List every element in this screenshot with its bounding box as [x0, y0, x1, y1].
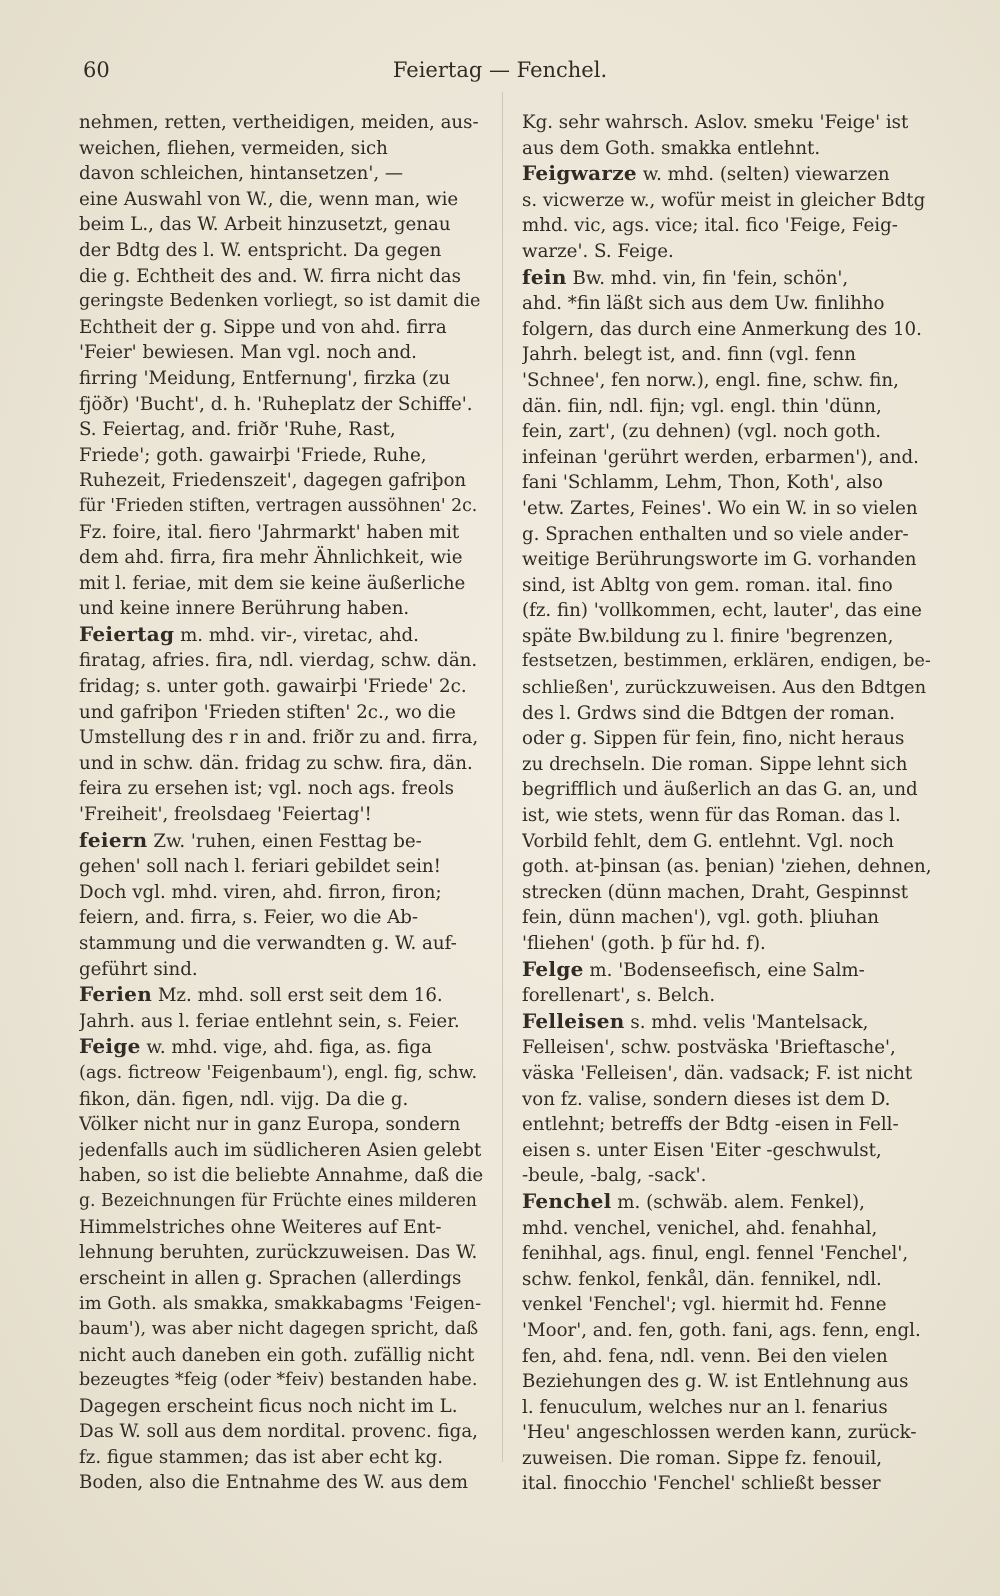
text-line [522, 368, 932, 394]
text-line [522, 496, 932, 522]
line-text: dän. fiin, ndl. fijn; vgl. engl. thin 'dünn, [522, 395, 882, 417]
text-line [522, 1420, 932, 1446]
entry-line [522, 1009, 932, 1036]
line-text: venkel 'Fenchel'; vgl. hiermit hd. Fenne [522, 1294, 887, 1316]
text-line [79, 880, 483, 906]
text-line [522, 136, 932, 162]
line-text: entlehnt; betreffs der Bdtg -eisen in Fell- [522, 1114, 899, 1136]
line-text: nehmen, retten, vertheidigen, meiden, aus- [79, 112, 479, 133]
line-text: s. mhd. velis 'Mantelsack, [624, 1011, 869, 1033]
text-line [79, 1445, 483, 1471]
text-line [79, 187, 483, 213]
line-text: Jahrh. aus l. feriae entlehnt sein, s. Feier. [79, 1010, 460, 1032]
text-line [522, 1369, 932, 1395]
line-text: von fz. valise, sondern dieses ist dem D. [522, 1088, 891, 1110]
text-line [522, 726, 932, 752]
line-text: aus dem Goth. smakka entlehnt. [522, 137, 821, 159]
line-text: und gafriþon 'Frieden stiften' 2c., wo die [79, 701, 456, 723]
line-text: Bw. mhd. vin, fin 'fein, schön', [566, 267, 849, 289]
line-text: fjöðr) 'Bucht', d. h. 'Ruheplatz der Schiffe'. [79, 393, 473, 415]
line-text: (ags. fictreow 'Feigenbaum'), engl. fig, schw. [79, 1062, 478, 1083]
line-text: fz. figue stammen; das ist aber echt kg. [79, 1446, 444, 1468]
text-line [79, 905, 483, 931]
line-text: beim L., das W. Arbeit hinzusetzt, genau [79, 214, 451, 236]
text-line [522, 624, 932, 650]
line-text: für 'Frieden stiften, vertragen aussöhnen' 2c. [79, 495, 478, 516]
text-line [79, 1087, 483, 1113]
line-text: der Bdtg des l. W. entspricht. Da gegen [79, 239, 442, 261]
line-text: fein, dünn machen'), vgl. goth. þliuhan [522, 907, 880, 929]
text-line [79, 315, 483, 341]
line-text: 'Freiheit', freolsdaeg 'Feiertag'! [79, 804, 372, 826]
entry-line [522, 1189, 932, 1216]
line-text: und in schw. dän. fridag zu schw. fira, dän. [79, 752, 473, 774]
line-text: fani 'Schlamm, Lehm, Thon, Koth', also [522, 472, 883, 494]
line-text: zuweisen. Die roman. Sippe fz. fenouil, [522, 1447, 883, 1469]
line-text: Kg. sehr wahrsch. Aslov. smeku 'Feige' ist [522, 112, 909, 133]
text-line [79, 161, 483, 187]
line-text: mhd. venchel, venichel, ahd. fenahhal, [522, 1217, 878, 1239]
page-number: 60 [83, 58, 110, 82]
line-text: stammung und die verwandten g. W. auf- [79, 933, 457, 954]
text-line [522, 110, 932, 136]
text-line [522, 1138, 932, 1164]
text-line [79, 700, 483, 726]
text-line [522, 547, 932, 573]
headword: Ferien [79, 982, 153, 1007]
text-line [79, 340, 483, 366]
text-line [79, 443, 483, 469]
line-text: (fz. fin) 'vollkommen, echt, lauter', das eine [522, 600, 922, 622]
headword: Fenchel [522, 1188, 612, 1213]
line-text: goth. at-þinsan (as. þenian) 'ziehen, dehnen, [522, 856, 932, 878]
line-text: nicht auch daneben ein goth. zufällig nicht [79, 1344, 475, 1366]
line-text: w. mhd. vige, ahd. figa, as. figa [140, 1037, 432, 1059]
line-text: Friede'; goth. gawairþi 'Friede, Ruhe, [79, 444, 427, 466]
text-line [522, 598, 932, 624]
text-line [79, 1138, 483, 1164]
line-text: firring 'Meidung, Entfernung', firzka (zu [79, 367, 451, 389]
line-text: -beule, -balg, -sack'. [522, 1165, 707, 1187]
line-text: gehen' soll nach l. feriari gebildet sein! [79, 856, 441, 878]
text-line [79, 802, 483, 828]
line-text: infeinan 'gerührt werden, erbarmen'), and. [522, 446, 919, 468]
line-text: m. (schwäb. alem. Fenkel), [611, 1191, 865, 1213]
entry-line [79, 1034, 483, 1061]
text-line [79, 1215, 483, 1241]
text-line [522, 701, 932, 727]
line-text: die g. Echtheit des and. W. firra nicht das [79, 265, 461, 287]
line-text: Beziehungen des g. W. ist Entlehnung aus [522, 1371, 909, 1393]
line-text: späte Bw.bildung zu l. finire 'begrenzen, [522, 625, 894, 647]
text-line [79, 392, 483, 418]
text-line [522, 649, 932, 675]
entry-line [522, 265, 932, 292]
text-line [522, 803, 932, 829]
text-line [522, 445, 932, 471]
left-column [79, 110, 483, 1496]
line-text: sind, ist Abltg von gem. roman. ital. fino [522, 574, 893, 596]
entry-line [522, 161, 932, 188]
entry-line [522, 957, 932, 984]
line-text: eisen s. unter Eisen 'Eiter -geschwulst, [522, 1139, 882, 1161]
text-line [79, 1240, 483, 1266]
line-text: 'Schnee', fen norw.), engl. fine, schw. fin, [522, 369, 899, 391]
line-text: väska 'Felleisen', dän. vadsack; F. ist nicht [522, 1062, 913, 1084]
line-text: fein, zart', (zu dehnen) (vgl. noch goth. [522, 421, 882, 443]
line-text: des l. Grdws sind die Bdtgen der roman. [522, 702, 896, 724]
text-line [522, 291, 932, 317]
text-line [79, 1317, 483, 1343]
line-text: 'etw. Zartes, Feines'. Wo ein W. in so vielen [522, 497, 918, 519]
headword: Feigwarze [522, 161, 637, 186]
line-text: festsetzen, bestimmen, erklären, endigen, be- [522, 651, 931, 672]
line-text: baum'), was aber nicht dagegen spricht, daß [79, 1318, 479, 1339]
text-line [79, 545, 483, 571]
text-line [522, 1395, 932, 1421]
entry-line [79, 622, 483, 649]
text-line [522, 752, 932, 778]
text-line [522, 931, 932, 957]
line-text: schw. fenkol, fenkål, dän. fennikel, ndl. [522, 1268, 882, 1290]
text-line [79, 110, 483, 136]
line-text: 'Feier' bewiesen. Man vgl. noch and. [79, 342, 417, 364]
line-text: firatag, afries. fira, ndl. vierdag, schw. dän. [79, 650, 478, 672]
text-line [79, 494, 483, 520]
text-line [79, 264, 483, 290]
text-line [79, 1189, 483, 1215]
line-text: bezeugtes *feig (oder *feiv) bestanden habe. [79, 1370, 478, 1391]
line-text: mhd. vic, ags. vice; ital. fico 'Feige, Feig- [522, 215, 898, 237]
line-text: Echtheit der g. Sippe und von ahd. firra [79, 316, 447, 338]
line-text: weichen, fliehen, vermeiden, sich [79, 137, 388, 159]
right-column [522, 110, 932, 1497]
line-text: 'Moor', and. fen, goth. fani, ags. fenn, engl. [522, 1319, 921, 1341]
line-text: Vorbild fehlt, dem G. entlehnt. Vgl. noch [522, 830, 894, 852]
text-line [522, 394, 932, 420]
text-line [522, 854, 932, 880]
text-line [79, 674, 483, 700]
line-text: Himmelstriches ohne Weiteres auf Ent- [79, 1216, 442, 1238]
text-line [79, 1419, 483, 1445]
text-line [79, 136, 483, 162]
headword: Felleisen [522, 1008, 625, 1033]
line-text: geringste Bedenken vorliegt, so ist damit die [79, 291, 481, 312]
text-line [79, 1061, 483, 1087]
text-line [79, 1470, 483, 1496]
line-text: schließen', zurückzuweisen. Aus den Bdtgen [522, 677, 927, 699]
line-text: jedenfalls auch im südlicheren Asien gelebt [79, 1139, 482, 1161]
text-line [79, 648, 483, 674]
text-line [522, 1035, 932, 1061]
entry-line [79, 828, 483, 855]
text-line [522, 239, 932, 265]
line-text: 'Heu' angeschlossen werden kann, zurück- [522, 1422, 917, 1444]
line-text: lehnung beruhten, zurückzuweisen. Das W. [79, 1242, 478, 1264]
text-line [522, 1344, 932, 1370]
text-line [79, 1343, 483, 1369]
line-text: Mz. mhd. soll erst seit dem 16. [152, 985, 443, 1007]
line-text: warze'. S. Feige. [522, 240, 674, 262]
line-text: fikon, dän. figen, ndl. vijg. Da die g. [79, 1088, 409, 1110]
line-text: weitige Berührungsworte im G. vorhanden [522, 549, 917, 571]
line-text: ahd. *fin läßt sich aus dem Uw. finlihho [522, 293, 885, 315]
text-line [522, 213, 932, 239]
text-line [522, 777, 932, 803]
headword: Felge [522, 956, 584, 981]
headword: fein [522, 264, 567, 289]
text-line [79, 212, 483, 238]
line-text: Fz. foire, ital. fiero 'Jahrmarkt' haben mit [79, 521, 460, 543]
text-line [522, 829, 932, 855]
line-text: eine Auswahl von W., die, wenn man, wie [79, 188, 459, 210]
text-line [79, 957, 483, 983]
entry-line [79, 982, 483, 1009]
line-text: feira zu ersehen ist; vgl. noch ags. freols [79, 778, 454, 800]
text-line [79, 1368, 483, 1394]
running-head: Feiertag — Fenchel. [392, 58, 608, 82]
text-line [79, 776, 483, 802]
line-text: g. Bezeichnungen für Früchte eines milderen [79, 1190, 477, 1211]
text-line [79, 289, 483, 315]
line-text: geführt sind. [79, 958, 198, 980]
line-text: begrifflich und äußerlich an das G. an, und [522, 779, 918, 801]
text-line [79, 1009, 483, 1035]
text-line [79, 1266, 483, 1292]
line-text: Umstellung des r in and. friðr zu and. firra, [79, 727, 479, 749]
text-line [522, 1241, 932, 1267]
line-text: s. vicwerze w., wofür meist in gleicher Bdtg [522, 189, 926, 211]
headword: feiern [79, 827, 148, 852]
text-line [522, 905, 932, 931]
text-line [522, 880, 932, 906]
column-divider [502, 92, 503, 1462]
text-line [522, 342, 932, 368]
line-text: Jahrh. belegt ist, and. finn (vgl. fenn [522, 344, 856, 366]
line-text: haben, so ist die beliebte Annahme, daß die [79, 1165, 483, 1187]
line-text: folgern, das durch eine Anmerkung des 10. [522, 318, 922, 340]
text-line [522, 573, 932, 599]
line-text: m. mhd. vir-, viretac, ahd. [174, 624, 419, 646]
text-line [522, 983, 932, 1009]
line-text: strecken (dünn machen, Draht, Gespinnst [522, 881, 909, 903]
line-text: Das W. soll aus dem nordital. provenc. figa, [79, 1421, 478, 1443]
text-line [79, 725, 483, 751]
line-text: feiern, and. firra, s. Feier, wo die Ab- [79, 907, 419, 929]
text-line [79, 1394, 483, 1420]
headword: Feige [79, 1034, 141, 1059]
line-text: Zw. 'ruhen, einen Festtag be- [147, 830, 422, 852]
text-line [522, 522, 932, 548]
text-line [522, 1292, 932, 1318]
text-line [522, 675, 932, 701]
line-text: Dagegen erscheint ficus noch nicht im L. [79, 1395, 458, 1417]
line-text: fridag; s. unter goth. gawairþi 'Friede' 2c. [79, 676, 467, 698]
line-text: ital. finocchio 'Fenchel' schließt besser [522, 1473, 881, 1495]
text-line [522, 1267, 932, 1293]
text-line [522, 1216, 932, 1242]
line-text: g. Sprachen enthalten und so viele ander- [522, 523, 909, 545]
text-line [522, 1318, 932, 1344]
line-text: und keine innere Berührung haben. [79, 598, 410, 620]
text-line [79, 520, 483, 546]
text-line [522, 1112, 932, 1138]
line-text: Völker nicht nur in ganz Europa, sondern [79, 1114, 461, 1136]
headword: Feiertag [79, 621, 175, 646]
text-line [522, 188, 932, 214]
text-line [79, 854, 483, 880]
text-line [79, 1112, 483, 1138]
text-line [522, 1446, 932, 1472]
line-text: dem ahd. firra, fira mehr Ähnlichkeit, wie [79, 547, 463, 569]
line-text: forellenart', s. Belch. [522, 985, 716, 1007]
line-text: oder g. Sippen für fein, fino, nicht heraus [522, 728, 905, 750]
line-text: fen, ahd. fena, ndl. venn. Bei den vielen [522, 1345, 888, 1367]
text-line [79, 571, 483, 597]
text-line [79, 931, 483, 957]
text-line [522, 1087, 932, 1113]
line-text: davon schleichen, hintansetzen', — [79, 163, 404, 185]
line-text: zu drechseln. Die roman. Sippe lehnt sich [522, 753, 908, 775]
line-text: w. mhd. (selten) viewarzen [636, 164, 890, 186]
text-line [79, 1291, 483, 1317]
text-line [79, 366, 483, 392]
line-text: Boden, also die Entnahme des W. aus dem [79, 1472, 469, 1494]
text-line [79, 417, 483, 443]
text-line [522, 317, 932, 343]
text-line [522, 1061, 932, 1087]
text-line [79, 238, 483, 264]
text-line [79, 596, 483, 622]
line-text: Ruhezeit, Friedenszeit', dagegen gafriþon [79, 470, 467, 492]
line-text: Felleisen', schw. postväska 'Brieftasche', [522, 1037, 896, 1059]
text-line [522, 470, 932, 496]
text-line [522, 1471, 932, 1497]
line-text: 'fliehen' (goth. þ für hd. f). [522, 933, 766, 954]
text-line [79, 751, 483, 777]
line-text: ist, wie stets, wenn für das Roman. das l. [522, 805, 901, 827]
text-line [522, 1163, 932, 1189]
line-text: fenihhal, ags. finul, engl. fennel 'Fenchel', [522, 1243, 909, 1265]
text-line [79, 1163, 483, 1189]
line-text: l. fenuculum, welches nur an l. fenarius [522, 1396, 888, 1418]
text-line [79, 468, 483, 494]
line-text: m. 'Bodenseefisch, eine Salm- [583, 959, 865, 981]
text-line [522, 419, 932, 445]
line-text: Doch vgl. mhd. viren, ahd. firron, firon; [79, 881, 442, 903]
line-text: im Goth. als smakka, smakkabagms 'Feigen- [79, 1293, 482, 1315]
line-text: erscheint in allen g. Sprachen (allerdings [79, 1267, 462, 1289]
line-text: S. Feiertag, and. friðr 'Ruhe, Rast, [79, 419, 396, 441]
line-text: mit l. feriae, mit dem sie keine äußerliche [79, 572, 466, 594]
